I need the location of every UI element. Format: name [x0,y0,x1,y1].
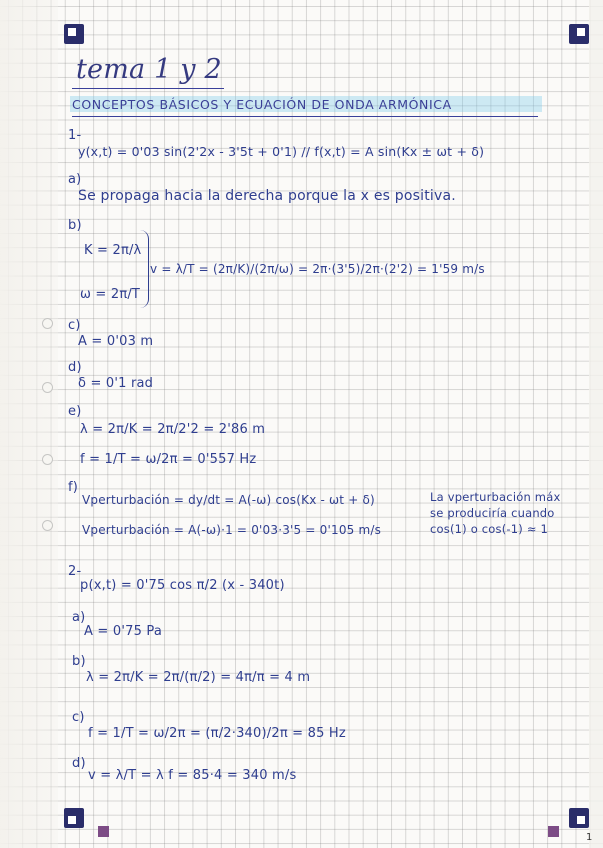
part-label: d) [72,756,86,771]
brace [140,230,149,308]
problem-1-number: 1- [68,128,82,143]
part-label: f) [68,480,79,495]
part-label: b) [72,654,86,669]
corner-marker-icon [569,808,589,828]
purple-square-icon [548,826,559,837]
corner-marker-icon [64,24,84,44]
page-title: tema 1 y 2 [76,54,222,85]
p2-d-answer: v = λ/T = λ f = 85·4 = 340 m/s [88,768,297,783]
subtitle-underline [72,116,538,117]
part-label: d) [68,360,82,375]
part-label: b) [68,218,82,233]
problem-1-equation: y(x,t) = 0'03 sin(2'2x - 3'5t + 0'1) // f(x,t) = A sin(Kx ± ωt + δ) [78,144,485,159]
p1-f-note: La vperturbación máx [430,490,561,504]
part-label: a) [68,172,82,187]
p1-b-omega: ω = 2π/T [80,287,141,302]
p1-f-velocity-value: Vperturbación = A(-ω)·1 = 0'03·3'5 = 0'105 m/s [82,523,382,537]
problem-2-number: 2- [68,564,82,579]
p1-f-note: cos(1) o cos(-1) ≈ 1 [430,522,549,536]
corner-marker-icon [64,808,84,828]
p1-e-lambda: λ = 2π/K = 2π/2'2 = 2'86 m [80,422,266,437]
p1-e-frequency: f = 1/T = ω/2π = 0'557 Hz [80,452,257,467]
binding-hole [42,382,53,393]
page-number: 1 [586,832,593,843]
corner-marker-icon [569,24,589,44]
part-label: c) [68,318,81,333]
p1-d-answer: δ = 0'1 rad [78,376,154,391]
p1-f-velocity-formula: Vperturbación = dy/dt = A(-ω) cos(Kx - ωt + δ) [82,493,375,507]
p2-c-answer: f = 1/T = ω/2π = (π/2·340)/2π = 85 Hz [88,726,346,741]
page-subtitle: CONCEPTOS BÁSICOS Y ECUACIÓN DE ONDA ARMÓNICA [72,97,452,112]
left-margin [0,0,58,848]
p2-b-answer: λ = 2π/K = 2π/(π/2) = 4π/π = 4 m [86,670,311,685]
p1-b-velocity: v = λ/T = (2π/K)/(2π/ω) = 2π·(3'5)/2π·(2'2) = 1'59 m/s [150,262,485,276]
binding-hole [42,454,53,465]
binding-hole [42,520,53,531]
part-label: e) [68,404,82,419]
part-label: c) [72,710,85,725]
part-label: a) [72,610,86,625]
binding-hole [42,318,53,329]
purple-square-icon [98,826,109,837]
p2-a-answer: A = 0'75 Pa [84,624,162,639]
p1-a-answer: Se propaga hacia la derecha porque la x es positiva. [78,188,456,204]
p1-b-k: K = 2π/λ [84,243,142,258]
p1-c-answer: A = 0'03 m [78,334,154,349]
right-margin [589,0,603,848]
problem-2-equation: p(x,t) = 0'75 cos π/2 (x - 340t) [80,578,285,593]
p1-f-note: se produciría cuando [430,506,555,520]
title-underline [72,88,224,89]
